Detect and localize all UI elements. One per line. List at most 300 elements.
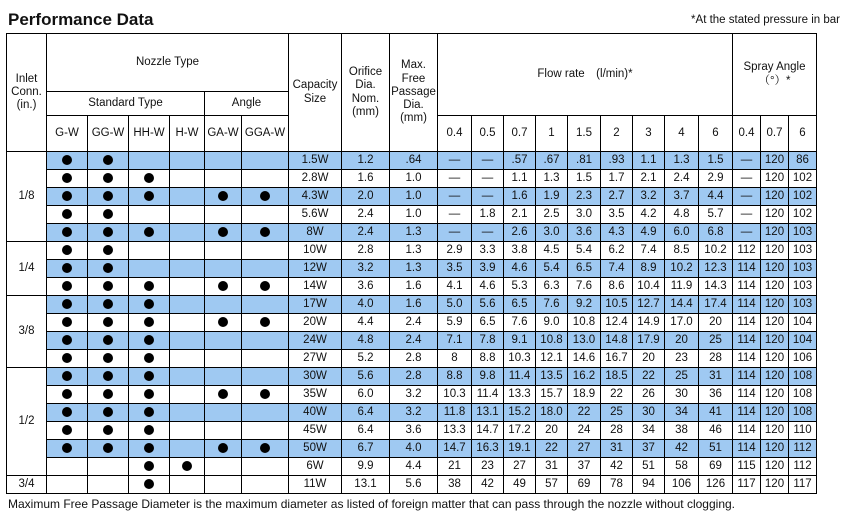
flow-cell: 31 xyxy=(699,368,733,386)
availability-dot-icon xyxy=(62,389,72,399)
type-cell xyxy=(129,224,170,242)
flow-cell: 46 xyxy=(699,422,733,440)
availability-dot-icon xyxy=(103,443,113,453)
availability-dot-icon xyxy=(62,245,72,255)
angle-cell: 103 xyxy=(789,260,817,278)
availability-dot-icon xyxy=(62,191,72,201)
angle-cell: 114 xyxy=(733,386,761,404)
type-cell xyxy=(205,206,242,224)
flow-cell: 6.2 xyxy=(601,242,633,260)
flow-cell: 10.3 xyxy=(438,386,472,404)
orifice-cell: 2.8 xyxy=(342,242,390,260)
flow-cell: 58 xyxy=(665,458,699,476)
flow-cell: 7.6 xyxy=(536,296,568,314)
availability-dot-icon xyxy=(62,317,72,327)
orifice-cell: 4.0 xyxy=(342,296,390,314)
flow-cell: 30 xyxy=(633,404,665,422)
flow-cell: 16.3 xyxy=(472,440,504,458)
passage-cell: 1.3 xyxy=(390,242,438,260)
flow-cell: 17.9 xyxy=(633,332,665,350)
type-cell xyxy=(47,458,88,476)
type-cell xyxy=(129,278,170,296)
type-cell xyxy=(242,278,289,296)
table-row xyxy=(7,440,817,458)
flow-cell: .93 xyxy=(601,152,633,170)
availability-dot-icon xyxy=(260,389,270,399)
passage-cell: 3.2 xyxy=(390,386,438,404)
flow-cell: 27 xyxy=(568,440,601,458)
availability-dot-icon xyxy=(218,443,228,453)
flow-cell: 1.3 xyxy=(665,152,699,170)
angle-cell: — xyxy=(733,152,761,170)
flow-cell: 4.3 xyxy=(601,224,633,242)
type-cell xyxy=(47,404,88,422)
type-cell xyxy=(88,242,129,260)
flow-cell: 3.8 xyxy=(504,242,536,260)
footer-note: Maximum Free Passage Diameter is the maximum diameter as listed of foreign matter that can pass through the nozzle without clogging. xyxy=(8,497,736,511)
type-cell xyxy=(205,314,242,332)
flow-cell: 12.3 xyxy=(699,260,733,278)
flow-cell: 4.6 xyxy=(504,260,536,278)
flow-cell: 10.2 xyxy=(699,242,733,260)
angle-cell: 120 xyxy=(761,278,789,296)
header-capacity: Capacity Size xyxy=(289,34,342,152)
flow-cell: 13.3 xyxy=(504,386,536,404)
angle-cell: 114 xyxy=(733,278,761,296)
angle-cell: 114 xyxy=(733,368,761,386)
flow-cell: 31 xyxy=(536,458,568,476)
flow-cell: 10.8 xyxy=(568,314,601,332)
type-cell xyxy=(242,314,289,332)
flow-cell: — xyxy=(472,188,504,206)
type-cell xyxy=(47,332,88,350)
availability-dot-icon xyxy=(144,173,154,183)
availability-dot-icon xyxy=(62,443,72,453)
angle-cell: 112 xyxy=(789,458,817,476)
type-cell xyxy=(47,422,88,440)
flow-cell: 9.1 xyxy=(504,332,536,350)
type-cell xyxy=(170,386,205,404)
flow-cell: 10.3 xyxy=(504,350,536,368)
angle-cell: 108 xyxy=(789,404,817,422)
type-cell xyxy=(205,386,242,404)
table-row xyxy=(7,386,817,404)
availability-dot-icon xyxy=(62,353,72,363)
header-flow-pressure: 0.5 xyxy=(472,116,504,152)
flow-cell: 51 xyxy=(633,458,665,476)
flow-cell: — xyxy=(472,224,504,242)
availability-dot-icon xyxy=(260,317,270,327)
flow-cell: 3.5 xyxy=(438,260,472,278)
flow-cell: 12.4 xyxy=(601,314,633,332)
flow-cell: 8.8 xyxy=(438,368,472,386)
availability-dot-icon xyxy=(144,227,154,237)
type-cell xyxy=(242,404,289,422)
header-flow-pressure: 3 xyxy=(633,116,665,152)
availability-dot-icon xyxy=(144,353,154,363)
flow-cell: 1.3 xyxy=(536,170,568,188)
type-cell xyxy=(205,422,242,440)
table-row xyxy=(7,404,817,422)
availability-dot-icon xyxy=(62,281,72,291)
type-cell xyxy=(129,404,170,422)
availability-dot-icon xyxy=(260,191,270,201)
capacity-cell: 27W xyxy=(289,350,342,368)
angle-cell: 114 xyxy=(733,314,761,332)
flow-cell: 37 xyxy=(633,440,665,458)
angle-cell: 114 xyxy=(733,332,761,350)
type-cell xyxy=(170,224,205,242)
type-cell xyxy=(170,332,205,350)
availability-dot-icon xyxy=(62,371,72,381)
flow-cell: 11.9 xyxy=(665,278,699,296)
orifice-cell: 13.1 xyxy=(342,476,390,494)
type-cell xyxy=(129,260,170,278)
type-cell xyxy=(242,206,289,224)
flow-cell: 23 xyxy=(665,350,699,368)
type-cell xyxy=(47,350,88,368)
header-flow-pressure: 1.5 xyxy=(568,116,601,152)
flow-cell: .67 xyxy=(536,152,568,170)
angle-cell: — xyxy=(733,224,761,242)
type-cell xyxy=(88,260,129,278)
flow-cell: 10.8 xyxy=(536,332,568,350)
availability-dot-icon xyxy=(103,191,113,201)
flow-cell: .81 xyxy=(568,152,601,170)
flow-cell: 14.7 xyxy=(438,440,472,458)
passage-cell: 1.6 xyxy=(390,278,438,296)
flow-cell: 57 xyxy=(536,476,568,494)
availability-dot-icon xyxy=(144,299,154,309)
type-cell xyxy=(205,404,242,422)
type-cell xyxy=(88,350,129,368)
flow-cell: 7.1 xyxy=(438,332,472,350)
flow-cell: 34 xyxy=(665,404,699,422)
availability-dot-icon xyxy=(144,425,154,435)
angle-cell: 103 xyxy=(789,278,817,296)
flow-cell: 7.4 xyxy=(601,260,633,278)
flow-cell: 2.1 xyxy=(633,170,665,188)
passage-cell: 1.3 xyxy=(390,260,438,278)
table-row xyxy=(7,152,817,170)
type-cell xyxy=(88,278,129,296)
type-cell xyxy=(205,260,242,278)
flow-cell: 8.8 xyxy=(472,350,504,368)
table-row xyxy=(7,224,817,242)
angle-cell: 86 xyxy=(789,152,817,170)
angle-cell: 112 xyxy=(733,242,761,260)
header-type: H-W xyxy=(170,116,205,152)
flow-cell: 27 xyxy=(504,458,536,476)
flow-cell: — xyxy=(438,152,472,170)
type-cell xyxy=(242,386,289,404)
type-cell xyxy=(242,476,289,494)
angle-cell: 120 xyxy=(761,314,789,332)
availability-dot-icon xyxy=(260,443,270,453)
type-cell xyxy=(170,152,205,170)
type-cell xyxy=(88,476,129,494)
flow-cell: 6.3 xyxy=(536,278,568,296)
flow-cell: 4.9 xyxy=(633,224,665,242)
inlet-size: 3/8 xyxy=(7,296,47,368)
flow-cell: 25 xyxy=(699,332,733,350)
availability-dot-icon xyxy=(103,371,113,381)
angle-cell: 120 xyxy=(761,476,789,494)
type-cell xyxy=(242,152,289,170)
type-cell xyxy=(129,296,170,314)
angle-cell: 112 xyxy=(789,440,817,458)
availability-dot-icon xyxy=(144,461,154,471)
angle-cell: 102 xyxy=(789,170,817,188)
availability-dot-icon xyxy=(103,245,113,255)
capacity-cell: 1.5W xyxy=(289,152,342,170)
flow-cell: 6.5 xyxy=(568,260,601,278)
availability-dot-icon xyxy=(103,425,113,435)
availability-dot-icon xyxy=(62,263,72,273)
type-cell xyxy=(205,278,242,296)
type-cell xyxy=(205,152,242,170)
orifice-cell: 3.6 xyxy=(342,278,390,296)
type-cell xyxy=(170,188,205,206)
flow-cell: 126 xyxy=(699,476,733,494)
angle-cell: 114 xyxy=(733,404,761,422)
passage-cell: 1.6 xyxy=(390,296,438,314)
flow-cell: 5.6 xyxy=(472,296,504,314)
type-cell xyxy=(205,458,242,476)
angle-cell: 120 xyxy=(761,296,789,314)
capacity-cell: 6W xyxy=(289,458,342,476)
type-cell xyxy=(47,386,88,404)
passage-cell: 1.0 xyxy=(390,206,438,224)
capacity-cell: 20W xyxy=(289,314,342,332)
passage-cell: 4.0 xyxy=(390,440,438,458)
orifice-cell: 6.4 xyxy=(342,404,390,422)
angle-cell: 106 xyxy=(789,350,817,368)
type-cell xyxy=(205,476,242,494)
flow-cell: 2.1 xyxy=(504,206,536,224)
flow-cell: 17.0 xyxy=(665,314,699,332)
orifice-cell: 6.7 xyxy=(342,440,390,458)
flow-cell: 106 xyxy=(665,476,699,494)
flow-cell: 51 xyxy=(699,440,733,458)
header-free-passage: Max. Free Passage Dia. (mm) xyxy=(390,34,438,152)
passage-cell: 2.8 xyxy=(390,368,438,386)
flow-cell: 23 xyxy=(472,458,504,476)
angle-cell: 114 xyxy=(733,260,761,278)
type-cell xyxy=(170,296,205,314)
angle-cell: 108 xyxy=(789,368,817,386)
flow-cell: 2.6 xyxy=(504,224,536,242)
angle-cell: 104 xyxy=(789,314,817,332)
type-cell xyxy=(170,368,205,386)
flow-cell: — xyxy=(438,170,472,188)
availability-dot-icon xyxy=(103,209,113,219)
inlet-size: 1/8 xyxy=(7,152,47,242)
type-cell xyxy=(129,188,170,206)
type-cell xyxy=(47,242,88,260)
type-cell xyxy=(242,242,289,260)
angle-cell: 103 xyxy=(789,296,817,314)
angle-cell: 114 xyxy=(733,422,761,440)
type-cell xyxy=(129,350,170,368)
type-cell xyxy=(170,440,205,458)
type-cell xyxy=(205,296,242,314)
angle-cell: — xyxy=(733,170,761,188)
flow-cell: 9.2 xyxy=(568,296,601,314)
availability-dot-icon xyxy=(144,317,154,327)
type-cell xyxy=(88,152,129,170)
flow-cell: 13.5 xyxy=(536,368,568,386)
passage-cell: 2.8 xyxy=(390,350,438,368)
type-cell xyxy=(47,278,88,296)
flow-cell: 1.5 xyxy=(568,170,601,188)
flow-cell: 12.1 xyxy=(536,350,568,368)
availability-dot-icon xyxy=(218,227,228,237)
table-row xyxy=(7,314,817,332)
availability-dot-icon xyxy=(103,407,113,417)
table-row xyxy=(7,242,817,260)
type-cell xyxy=(129,422,170,440)
availability-dot-icon xyxy=(62,209,72,219)
angle-cell: 114 xyxy=(733,440,761,458)
type-cell xyxy=(205,242,242,260)
type-cell xyxy=(170,278,205,296)
type-cell xyxy=(170,422,205,440)
orifice-cell: 3.2 xyxy=(342,260,390,278)
flow-cell: 9.0 xyxy=(536,314,568,332)
flow-cell: 22 xyxy=(601,386,633,404)
type-cell xyxy=(88,404,129,422)
flow-cell: 14.3 xyxy=(699,278,733,296)
type-cell xyxy=(129,386,170,404)
flow-cell: 9.8 xyxy=(472,368,504,386)
type-cell xyxy=(170,476,205,494)
flow-cell: 1.1 xyxy=(633,152,665,170)
type-cell xyxy=(47,476,88,494)
availability-dot-icon xyxy=(103,173,113,183)
angle-cell: 120 xyxy=(761,332,789,350)
capacity-cell: 40W xyxy=(289,404,342,422)
inlet-size: 3/4 xyxy=(7,476,47,494)
flow-cell: 8 xyxy=(438,350,472,368)
capacity-cell: 14W xyxy=(289,278,342,296)
type-cell xyxy=(129,170,170,188)
flow-cell: 21 xyxy=(438,458,472,476)
flow-cell: 30 xyxy=(665,386,699,404)
flow-cell: 4.6 xyxy=(472,278,504,296)
header-angle: Angle xyxy=(205,92,289,116)
type-cell xyxy=(242,332,289,350)
flow-cell: 42 xyxy=(665,440,699,458)
type-cell xyxy=(88,368,129,386)
angle-cell: 103 xyxy=(789,224,817,242)
availability-dot-icon xyxy=(144,371,154,381)
type-cell xyxy=(242,260,289,278)
flow-cell: 20 xyxy=(665,332,699,350)
flow-cell: 22 xyxy=(568,404,601,422)
type-cell xyxy=(242,422,289,440)
table-row xyxy=(7,278,817,296)
availability-dot-icon xyxy=(103,281,113,291)
flow-cell: 69 xyxy=(568,476,601,494)
passage-cell: 1.0 xyxy=(390,170,438,188)
type-cell xyxy=(129,242,170,260)
type-cell xyxy=(47,314,88,332)
type-cell xyxy=(170,350,205,368)
capacity-cell: 2.8W xyxy=(289,170,342,188)
type-cell xyxy=(205,440,242,458)
capacity-cell: 4.3W xyxy=(289,188,342,206)
passage-cell: 4.4 xyxy=(390,458,438,476)
type-cell xyxy=(170,206,205,224)
flow-cell: 38 xyxy=(438,476,472,494)
table-row xyxy=(7,260,817,278)
availability-dot-icon xyxy=(260,281,270,291)
type-cell xyxy=(47,206,88,224)
flow-cell: 11.8 xyxy=(438,404,472,422)
type-cell xyxy=(88,224,129,242)
type-cell xyxy=(205,170,242,188)
capacity-cell: 45W xyxy=(289,422,342,440)
flow-cell: 14.6 xyxy=(568,350,601,368)
header-type: HH-W xyxy=(129,116,170,152)
flow-cell: 94 xyxy=(633,476,665,494)
flow-cell: 17.4 xyxy=(699,296,733,314)
passage-cell: 2.4 xyxy=(390,332,438,350)
header-flow-pressure: 0.4 xyxy=(438,116,472,152)
flow-cell: — xyxy=(438,224,472,242)
flow-cell: 20 xyxy=(699,314,733,332)
angle-cell: 120 xyxy=(761,368,789,386)
header-angle-pressure: 6 xyxy=(789,116,817,152)
passage-cell: 2.4 xyxy=(390,314,438,332)
flow-cell: 14.4 xyxy=(665,296,699,314)
flow-cell: 1.5 xyxy=(699,152,733,170)
header-type: GG-W xyxy=(88,116,129,152)
flow-cell: 42 xyxy=(601,458,633,476)
angle-cell: 120 xyxy=(761,170,789,188)
title-row xyxy=(8,10,844,32)
flow-cell: 5.3 xyxy=(504,278,536,296)
availability-dot-icon xyxy=(103,155,113,165)
type-cell xyxy=(170,170,205,188)
angle-cell: 120 xyxy=(761,386,789,404)
flow-cell: 10.2 xyxy=(665,260,699,278)
angle-cell: 117 xyxy=(789,476,817,494)
flow-cell: 25 xyxy=(665,368,699,386)
flow-cell: 7.6 xyxy=(568,278,601,296)
type-cell xyxy=(47,170,88,188)
flow-cell: 5.4 xyxy=(536,260,568,278)
flow-cell: — xyxy=(438,188,472,206)
flow-cell: 6.5 xyxy=(504,296,536,314)
availability-dot-icon xyxy=(62,299,72,309)
orifice-cell: 1.2 xyxy=(342,152,390,170)
angle-cell: 108 xyxy=(789,386,817,404)
orifice-cell: 2.0 xyxy=(342,188,390,206)
flow-cell: .57 xyxy=(504,152,536,170)
header-flow-rate: Flow rate (l/min)* xyxy=(438,34,733,116)
type-cell xyxy=(242,350,289,368)
type-cell xyxy=(88,170,129,188)
flow-cell: 26 xyxy=(633,386,665,404)
availability-dot-icon xyxy=(62,227,72,237)
header-angle-pressure: 0.4 xyxy=(733,116,761,152)
flow-cell: 8.9 xyxy=(633,260,665,278)
angle-cell: 114 xyxy=(733,296,761,314)
capacity-cell: 30W xyxy=(289,368,342,386)
availability-dot-icon xyxy=(103,317,113,327)
